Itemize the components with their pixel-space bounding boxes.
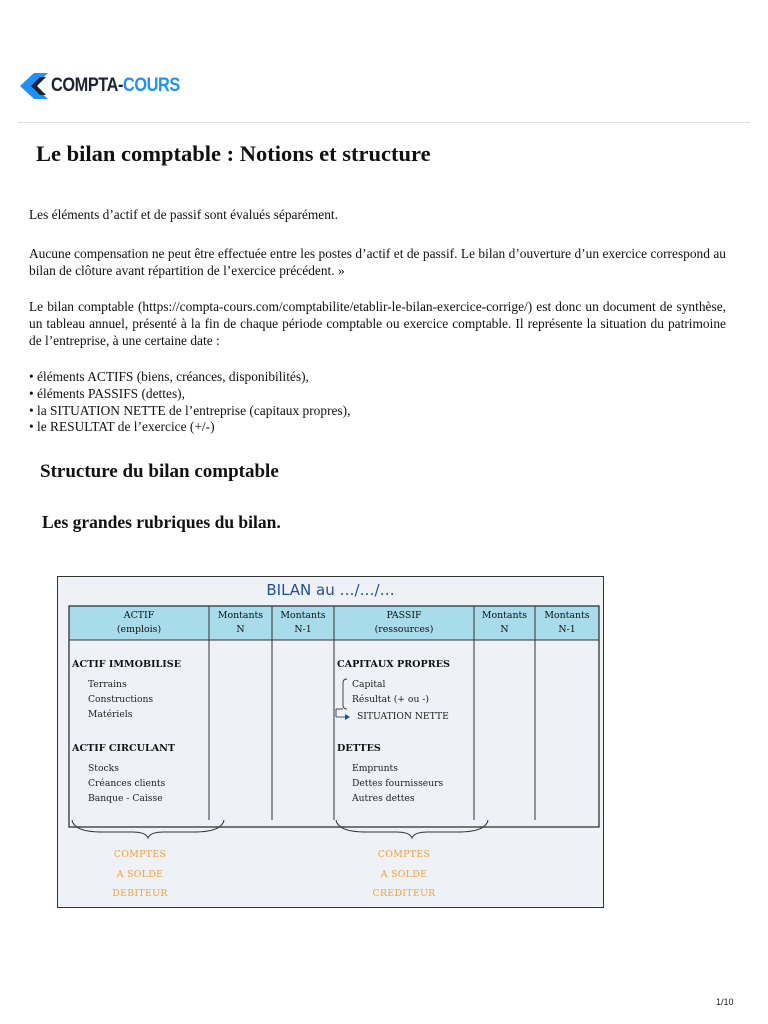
bilan-title: BILAN au …/…/…	[266, 581, 395, 599]
brand-logo[interactable]	[20, 72, 201, 100]
header-divider	[18, 122, 750, 123]
list-item: • éléments ACTIFS (biens, créances, disponibilités),	[29, 369, 309, 384]
actif-item: Banque - Caisse	[88, 793, 163, 804]
capitaux-propres-title: CAPITAUX PROPRES	[337, 659, 450, 670]
header-montants-n: Montants N	[217, 610, 264, 635]
subsection-heading-rubriques: Les grandes rubriques du bilan.	[42, 512, 281, 532]
paragraph-2: Aucune compensation ne peut être effectuée entre les postes d’actif et de passif. Le bilan d’ouverture d’un exercice correspond au bilan de clôture avant répartition de l’exercice précédent. »	[29, 246, 726, 278]
actif-circulant-title: ACTIF CIRCULANT	[72, 743, 176, 754]
header-montants-n1-passif: Montants N-1	[544, 610, 590, 635]
page-title: Le bilan comptable : Notions et structure	[36, 141, 431, 166]
section-heading-structure: Structure du bilan comptable	[40, 461, 279, 482]
header-passif: PASSIF (ressources)	[374, 610, 434, 635]
actif-immobilise-title: ACTIF IMMOBILISE	[72, 659, 182, 670]
header-montants-n1: Montants N-1	[280, 610, 326, 635]
dettes-title: DETTES	[337, 743, 381, 754]
passif-item: Emprunts	[352, 763, 398, 774]
bullet-list	[29, 369, 351, 436]
header-montants-n-passif: Montants N	[481, 610, 528, 635]
passif-item-situation-nette: SITUATION NETTE	[357, 711, 449, 722]
footer-debiteur: COMPTES A SOLDE DEBITEUR	[112, 849, 168, 899]
brand-name: COMPTA-COURS	[51, 75, 180, 96]
actif-item: Matériels	[88, 709, 133, 720]
list-item: • éléments PASSIFS (dettes),	[29, 385, 185, 401]
actif-item: Constructions	[88, 694, 154, 705]
actif-item: Créances clients	[88, 778, 166, 789]
actif-item: Stocks	[88, 763, 119, 774]
paragraph-3: Le bilan comptable (https://compta-cours.com/comptabilite/etablir-le-bilan-exercice-corrige/) est donc un document de synthèse, un tableau annuel, présenté à la fin de chaque période comptable ou exercice comptable. Il représente la situation du patrimoine de l’entreprise, à une certaine date :	[29, 299, 726, 348]
passif-item: Résultat (+ ou -)	[352, 694, 429, 705]
passif-item: Dettes fournisseurs	[352, 778, 444, 789]
page-number: 1/10	[716, 997, 734, 1007]
passif-item: Autres dettes	[352, 793, 415, 804]
list-item: • la SITUATION NETTE de l’entreprise (capitaux propres),	[29, 402, 351, 418]
paragraph-1: Les éléments d’actif et de passif sont évalués séparément.	[29, 207, 338, 222]
passif-item: Capital	[352, 679, 386, 690]
bilan-figure	[57, 576, 604, 908]
header-actif: ACTIF (emplois)	[116, 610, 162, 635]
logo-chevron-icon	[20, 73, 48, 99]
actif-item: Terrains	[88, 679, 127, 690]
list-item: • le RESULTAT de l’exercice (+/-)	[29, 419, 215, 435]
footer-crediteur: COMPTES A SOLDE CREDITEUR	[372, 849, 436, 899]
